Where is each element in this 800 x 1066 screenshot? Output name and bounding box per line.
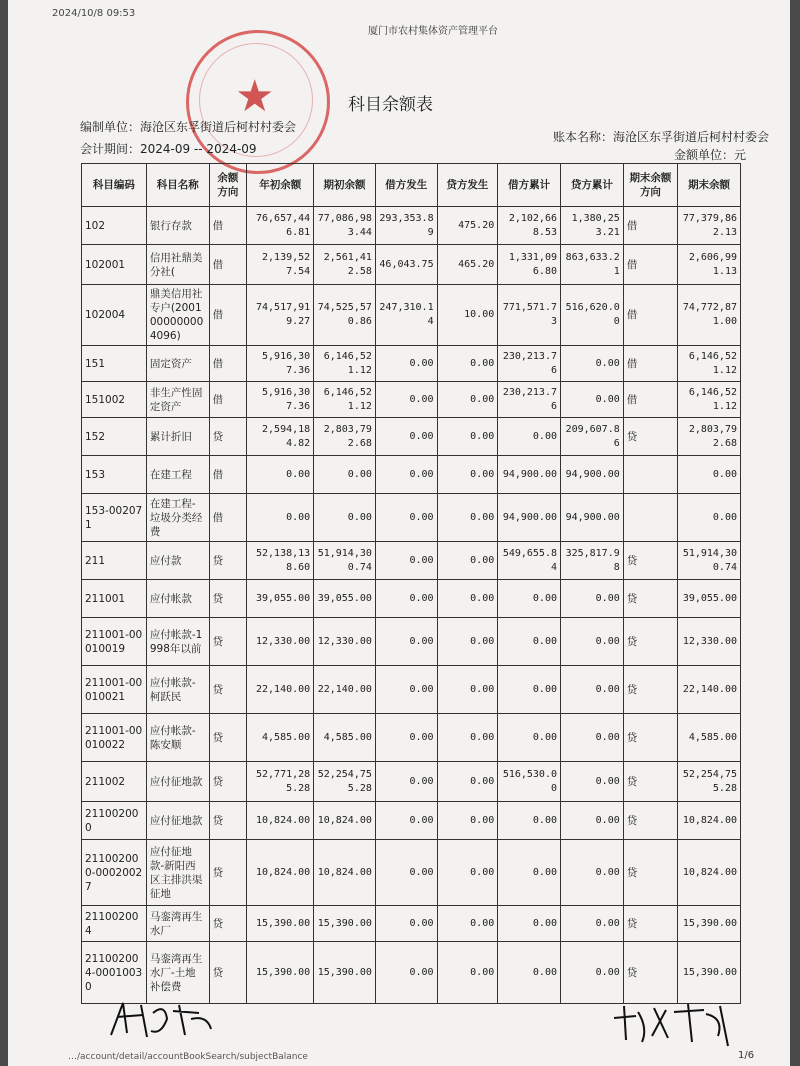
table-cell: 0.00	[375, 618, 437, 666]
table-cell: 74,772,871.00	[678, 285, 741, 346]
table-cell: 465.20	[437, 245, 498, 285]
table-cell: 6,146,521.12	[678, 382, 741, 418]
table-cell	[623, 456, 677, 494]
table-row	[82, 285, 741, 346]
table-cell: 549,655.84	[498, 542, 561, 580]
table-cell: 0.00	[498, 906, 561, 942]
table-cell: 0.00	[314, 456, 376, 494]
table-cell: 贷	[209, 542, 247, 580]
table-row	[82, 714, 741, 762]
table-cell: 0.00	[437, 840, 498, 906]
table-cell: 6,146,521.12	[314, 382, 376, 418]
table-cell: 0.00	[437, 802, 498, 840]
balance-table	[81, 163, 741, 1004]
table-cell: 0.00	[314, 494, 376, 542]
table-cell: 153	[82, 456, 147, 494]
table-cell: 应付征地款-新阳西区主排洪渠征地	[146, 840, 209, 906]
table-cell: 325,817.98	[561, 542, 624, 580]
currency-unit: 金额单位：元	[674, 148, 747, 162]
table-cell: 151	[82, 346, 147, 382]
table-cell: 0.00	[561, 580, 624, 618]
table-cell: 211	[82, 542, 147, 580]
table-cell: 2,561,412.58	[314, 245, 376, 285]
table-cell: 4,585.00	[678, 714, 741, 762]
table-cell: 0.00	[247, 456, 314, 494]
table-cell: 马銮湾再生水厂	[146, 906, 209, 942]
table-cell: 贷	[623, 666, 677, 714]
table-cell: 借	[209, 456, 247, 494]
table-cell: 贷	[623, 762, 677, 802]
table-cell: 230,213.76	[498, 382, 561, 418]
table-row	[82, 207, 741, 245]
table-cell: 0.00	[437, 762, 498, 802]
table-row	[82, 906, 741, 942]
table-cell: 10,824.00	[247, 802, 314, 840]
table-cell: 贷	[209, 666, 247, 714]
table-cell: 鼎美信用社专户(2001000000004096)	[146, 285, 209, 346]
table-cell: 77,086,983.44	[314, 207, 376, 245]
table-cell: 211002004-00010030	[82, 942, 147, 1004]
table-cell: 借	[209, 245, 247, 285]
table-cell: 211002004	[82, 906, 147, 942]
table-cell: 77,379,862.13	[678, 207, 741, 245]
table-cell: 0.00	[437, 494, 498, 542]
table-cell: 借	[623, 346, 677, 382]
table-cell: 贷	[623, 618, 677, 666]
table-cell: 应付帐款	[146, 580, 209, 618]
table-cell: 211001-00010022	[82, 714, 147, 762]
table-cell: 0.00	[561, 906, 624, 942]
table-cell: 在建工程-垃圾分类经费	[146, 494, 209, 542]
column-header: 借方累计	[498, 164, 561, 207]
table-cell: 0.00	[678, 494, 741, 542]
table-cell: 22,140.00	[678, 666, 741, 714]
column-header: 科目名称	[146, 164, 209, 207]
table-cell: 借	[623, 285, 677, 346]
table-cell: 累计折旧	[146, 418, 209, 456]
table-cell: 10,824.00	[678, 840, 741, 906]
accounting-period: 会计期间：2024-09 -- 2024-09	[80, 142, 257, 156]
table-cell: 贷	[623, 906, 677, 942]
table-cell: 0.00	[561, 714, 624, 762]
table-cell: 0.00	[375, 542, 437, 580]
table-cell: 39,055.00	[678, 580, 741, 618]
table-cell: 771,571.73	[498, 285, 561, 346]
table-cell: 12,330.00	[678, 618, 741, 666]
table-cell: 0.00	[437, 666, 498, 714]
table-cell: 0.00	[498, 618, 561, 666]
table-cell: 52,771,285.28	[247, 762, 314, 802]
table-cell: 12,330.00	[314, 618, 376, 666]
table-cell: 0.00	[437, 618, 498, 666]
table-cell: 贷	[209, 762, 247, 802]
table-cell: 2,803,792.68	[678, 418, 741, 456]
table-cell: 0.00	[561, 802, 624, 840]
table-cell: 借	[209, 346, 247, 382]
table-cell: 0.00	[437, 346, 498, 382]
table-cell: 0.00	[437, 382, 498, 418]
table-row	[82, 666, 741, 714]
table-cell: 贷	[209, 714, 247, 762]
table-cell	[623, 494, 677, 542]
table-cell: 51,914,300.74	[678, 542, 741, 580]
table-cell: 2,606,991.13	[678, 245, 741, 285]
table-cell: 39,055.00	[314, 580, 376, 618]
table-cell: 固定资产	[146, 346, 209, 382]
table-cell: 非生产性固定资产	[146, 382, 209, 418]
table-cell: 贷	[209, 840, 247, 906]
table-cell: 6,146,521.12	[314, 346, 376, 382]
table-cell: 863,633.21	[561, 245, 624, 285]
table-cell: 2,594,184.82	[247, 418, 314, 456]
table-cell: 0.00	[498, 580, 561, 618]
column-header: 贷方发生	[437, 164, 498, 207]
table-cell: 2,803,792.68	[314, 418, 376, 456]
table-cell: 贷	[209, 580, 247, 618]
table-cell: 0.00	[437, 580, 498, 618]
print-timestamp: 2024/10/8 09:53	[52, 8, 136, 19]
table-cell: 贷	[209, 942, 247, 1004]
table-cell: 52,254,755.28	[678, 762, 741, 802]
table-cell: 15,390.00	[247, 906, 314, 942]
column-header: 年初余额	[247, 164, 314, 207]
table-cell: 5,916,307.36	[247, 346, 314, 382]
table-cell: 516,530.00	[498, 762, 561, 802]
table-cell: 102001	[82, 245, 147, 285]
table-cell: 0.00	[247, 494, 314, 542]
table-cell: 15,390.00	[678, 942, 741, 1004]
table-row	[82, 840, 741, 906]
table-cell: 46,043.75	[375, 245, 437, 285]
table-cell: 0.00	[375, 762, 437, 802]
table-row	[82, 618, 741, 666]
table-cell: 贷	[623, 714, 677, 762]
table-row	[82, 382, 741, 418]
table-cell: 1,331,096.80	[498, 245, 561, 285]
table-cell: 0.00	[437, 456, 498, 494]
table-cell: 22,140.00	[314, 666, 376, 714]
table-cell: 贷	[623, 840, 677, 906]
table-cell: 102	[82, 207, 147, 245]
official-seal: ★	[186, 30, 330, 174]
table-cell: 15,390.00	[314, 942, 376, 1004]
column-header: 余额方向	[209, 164, 247, 207]
table-cell: 贷	[209, 418, 247, 456]
table-cell: 贷	[209, 618, 247, 666]
table-cell: 51,914,300.74	[314, 542, 376, 580]
table-cell: 0.00	[561, 382, 624, 418]
table-cell: 贷	[623, 802, 677, 840]
table-cell: 209,607.86	[561, 418, 624, 456]
table-cell: 0.00	[678, 456, 741, 494]
table-cell: 0.00	[498, 840, 561, 906]
table-cell: 0.00	[561, 942, 624, 1004]
table-row	[82, 456, 741, 494]
table-cell: 76,657,446.81	[247, 207, 314, 245]
signature-left	[103, 995, 223, 1045]
table-cell: 0.00	[375, 942, 437, 1004]
table-cell: 211001-00010019	[82, 618, 147, 666]
table-row	[82, 802, 741, 840]
table-cell: 0.00	[375, 346, 437, 382]
table-cell: 贷	[209, 906, 247, 942]
table-cell: 银行存款	[146, 207, 209, 245]
table-cell: 0.00	[561, 840, 624, 906]
table-cell: 74,517,919.27	[247, 285, 314, 346]
table-row	[82, 418, 741, 456]
table-cell: 应付帐款-柯跃民	[146, 666, 209, 714]
table-cell: 0.00	[375, 714, 437, 762]
table-cell: 借	[623, 382, 677, 418]
table-cell: 0.00	[375, 494, 437, 542]
table-cell: 247,310.14	[375, 285, 437, 346]
table-cell: 152	[82, 418, 147, 456]
table-cell: 475.20	[437, 207, 498, 245]
table-cell: 借	[209, 207, 247, 245]
table-cell: 22,140.00	[247, 666, 314, 714]
column-header: 期末余额	[678, 164, 741, 207]
table-cell: 0.00	[375, 456, 437, 494]
table-cell: 0.00	[561, 346, 624, 382]
table-cell: 0.00	[561, 762, 624, 802]
table-cell: 0.00	[375, 906, 437, 942]
table-cell: 4,585.00	[314, 714, 376, 762]
table-cell: 1,380,253.21	[561, 207, 624, 245]
table-cell: 4,585.00	[247, 714, 314, 762]
table-cell: 151002	[82, 382, 147, 418]
table-cell: 211001-00010021	[82, 666, 147, 714]
table-row	[82, 346, 741, 382]
footer-url: …/account/detail/accountBookSearch/subjectBalance	[68, 1052, 308, 1062]
table-cell: 153-002071	[82, 494, 147, 542]
table-cell: 0.00	[437, 942, 498, 1004]
table-cell: 贷	[623, 542, 677, 580]
page-title: 科目余额表	[348, 95, 433, 115]
table-cell: 0.00	[437, 714, 498, 762]
table-cell: 贷	[623, 418, 677, 456]
column-header: 科目编码	[82, 164, 147, 207]
table-cell: 0.00	[437, 418, 498, 456]
table-body	[82, 207, 741, 1004]
table-cell: 230,213.76	[498, 346, 561, 382]
table-cell: 应付征地款	[146, 802, 209, 840]
table-cell: 10,824.00	[247, 840, 314, 906]
table-cell: 贷	[623, 942, 677, 1004]
table-cell: 0.00	[498, 802, 561, 840]
table-cell: 贷	[623, 580, 677, 618]
table-cell: 102004	[82, 285, 147, 346]
table-cell: 52,254,755.28	[314, 762, 376, 802]
table-cell: 2,102,668.53	[498, 207, 561, 245]
table-header-row	[82, 164, 741, 207]
table-cell: 94,900.00	[498, 456, 561, 494]
table-cell: 6,146,521.12	[678, 346, 741, 382]
table-cell: 0.00	[375, 666, 437, 714]
table-cell: 0.00	[437, 906, 498, 942]
table-cell: 信用社鼎美分社(	[146, 245, 209, 285]
table-cell: 0.00	[437, 542, 498, 580]
platform-name: 厦门市农村集体资产管理平台	[368, 26, 498, 37]
table-cell: 12,330.00	[247, 618, 314, 666]
table-cell: 211001	[82, 580, 147, 618]
table-row	[82, 542, 741, 580]
table-cell: 0.00	[375, 418, 437, 456]
table-cell: 借	[209, 285, 247, 346]
table-cell: 10,824.00	[314, 802, 376, 840]
column-header: 借方发生	[375, 164, 437, 207]
table-cell: 94,900.00	[561, 456, 624, 494]
table-cell: 5,916,307.36	[247, 382, 314, 418]
compiling-unit: 编制单位：海沧区东孚街道后柯村村委会	[80, 120, 297, 134]
table-cell: 211002000	[82, 802, 147, 840]
table-cell: 应付帐款-陈安顺	[146, 714, 209, 762]
column-header: 期初余额	[314, 164, 376, 207]
table-cell: 211002	[82, 762, 147, 802]
table-cell: 马銮湾再生水厂-土地补偿费	[146, 942, 209, 1004]
table-cell: 15,390.00	[314, 906, 376, 942]
column-header: 贷方累计	[561, 164, 624, 207]
page-number: 1/6	[738, 1050, 755, 1061]
table-cell: 0.00	[561, 666, 624, 714]
table-cell: 应付款	[146, 542, 209, 580]
table-row	[82, 762, 741, 802]
table-cell: 贷	[209, 802, 247, 840]
column-header: 期末余额方向	[623, 164, 677, 207]
table-cell: 0.00	[498, 418, 561, 456]
table-cell: 0.00	[375, 802, 437, 840]
table-cell: 516,620.00	[561, 285, 624, 346]
table-cell: 借	[623, 207, 677, 245]
table-cell: 0.00	[561, 618, 624, 666]
table-cell: 39,055.00	[247, 580, 314, 618]
table-cell: 应付帐款-1998年以前	[146, 618, 209, 666]
table-cell: 10,824.00	[678, 802, 741, 840]
table-cell: 293,353.89	[375, 207, 437, 245]
document-page	[8, 0, 790, 1066]
table-row	[82, 580, 741, 618]
table-cell: 应付征地款	[146, 762, 209, 802]
table-cell: 借	[623, 245, 677, 285]
table-cell: 94,900.00	[561, 494, 624, 542]
table-cell: 15,390.00	[247, 942, 314, 1004]
table-cell: 0.00	[498, 942, 561, 1004]
table-row	[82, 494, 741, 542]
table-cell: 10,824.00	[314, 840, 376, 906]
table-cell: 借	[209, 382, 247, 418]
table-cell: 15,390.00	[678, 906, 741, 942]
table-cell: 52,138,138.60	[247, 542, 314, 580]
table-cell: 0.00	[375, 580, 437, 618]
table-cell: 0.00	[375, 382, 437, 418]
table-cell: 在建工程	[146, 456, 209, 494]
table-cell: 10.00	[437, 285, 498, 346]
account-book-name: 账本名称：海沧区东孚街道后柯村村委会	[553, 130, 770, 144]
table-cell: 0.00	[375, 840, 437, 906]
table-cell: 借	[209, 494, 247, 542]
signature-right	[608, 998, 738, 1050]
table-row	[82, 245, 741, 285]
table-cell: 0.00	[498, 666, 561, 714]
table-cell: 74,525,570.86	[314, 285, 376, 346]
table-cell: 0.00	[498, 714, 561, 762]
table-cell: 211002000-00020027	[82, 840, 147, 906]
table-cell: 94,900.00	[498, 494, 561, 542]
table-cell: 2,139,527.54	[247, 245, 314, 285]
